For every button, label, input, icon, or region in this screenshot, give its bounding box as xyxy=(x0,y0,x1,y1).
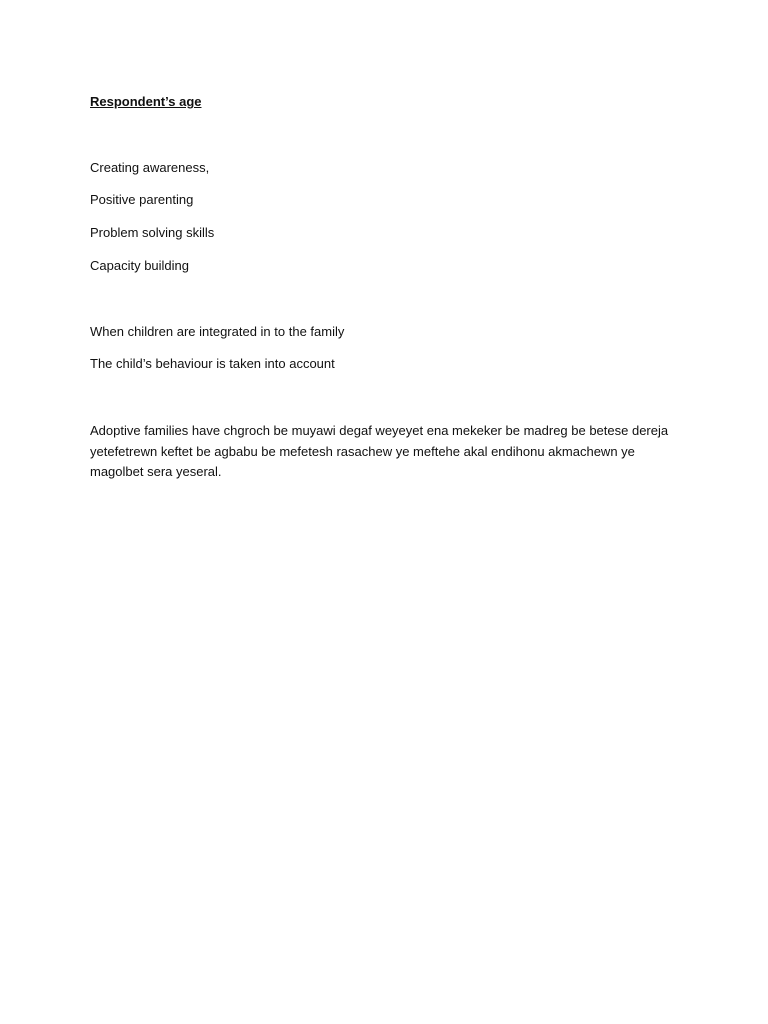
list-item-problem-solving: Problem solving skills xyxy=(90,225,215,240)
list-item-capacity-building: Capacity building xyxy=(90,258,190,273)
heading-respondents-age: Respondent’s age xyxy=(90,94,202,109)
list-item-positive-parenting: Positive parenting xyxy=(90,192,194,207)
list-item-child-behaviour: The child’s behaviour is taken into account xyxy=(90,356,335,371)
list-item-children-integrated: When children are integrated in to the family xyxy=(90,324,345,339)
list-item-creating-awareness: Creating awareness, xyxy=(90,160,210,175)
paragraph-adoptive-families: Adoptive families have chgroch be muyawi degaf weyeyet ena mekeker be madreg be betese dereja yetefetrewn keftet be agbabu be mefetesh rasachew ye meftehe akal endihonu akmachewn ye magolbet sera yeseral. xyxy=(90,423,669,479)
